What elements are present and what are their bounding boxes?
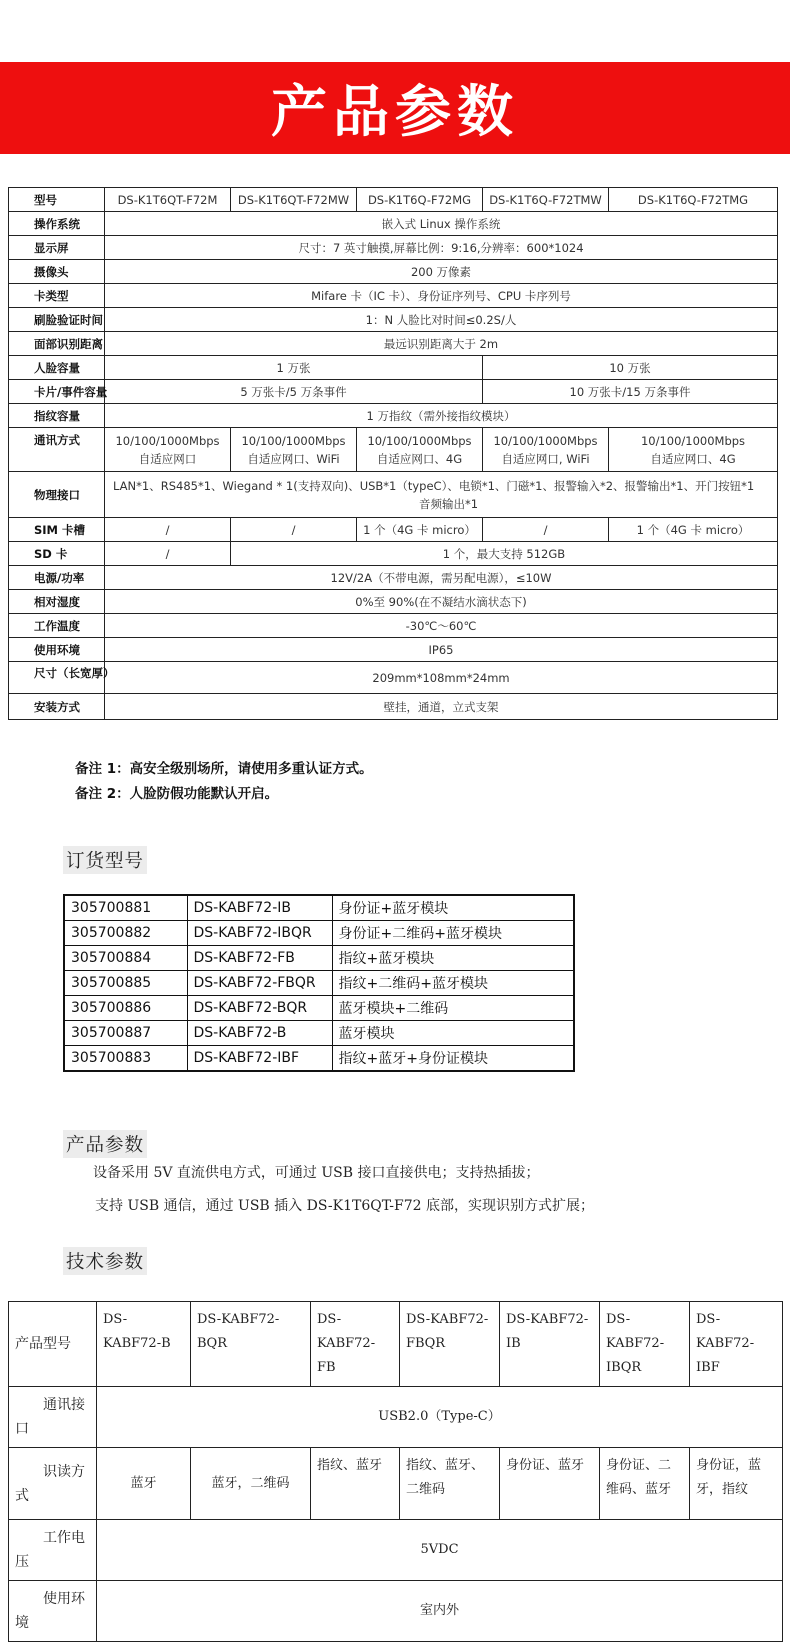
table-row (9, 1581, 783, 1642)
table-row (9, 614, 778, 638)
row-label: 摄像头 (9, 260, 105, 284)
title-banner (0, 62, 790, 154)
table-row (64, 895, 574, 921)
row-label: 产品型号 (9, 1302, 97, 1387)
network-speed: 10/100/1000Mbps (640, 433, 746, 448)
model-cell: DS-KABF72-IBF (690, 1302, 783, 1387)
table-row (64, 921, 574, 946)
value-cell: 1 个（4G 卡 micro） (357, 518, 483, 542)
model-cell: DS-K1T6Q-F72TMW (483, 188, 609, 212)
row-label: 人脸容量 (9, 356, 105, 380)
model-cell: DS-K1T6Q-F72TMG (609, 188, 778, 212)
table-row (64, 1021, 574, 1046)
value-cell: 最远识别距离大于 2m (105, 332, 778, 356)
value-cell: / (105, 542, 231, 566)
row-label: SD 卡 (9, 542, 105, 566)
network-port: 自适应网口 (138, 451, 197, 466)
table-row (9, 694, 778, 720)
row-label: 电源/功率 (9, 566, 105, 590)
network-speed: 10/100/1000Mbps (241, 433, 346, 448)
table-row (9, 332, 778, 356)
model-cell: DS-K1T6QT-F72M (105, 188, 231, 212)
notes (75, 757, 373, 807)
row-label: 安装方式 (9, 694, 105, 720)
table-row (64, 996, 574, 1021)
order-code-cell: 305700886 (64, 996, 187, 1021)
order-desc-cell: 蓝牙模块 (332, 1021, 574, 1046)
order-table (63, 894, 575, 1072)
order-desc-cell: 蓝牙模块+二维码 (332, 996, 574, 1021)
row-label: 卡片/事件容量 (9, 380, 105, 404)
description-line: 支持 USB 通信，通过 USB 插入 DS-K1T6QT-F72 底部，实现识别方式扩展； (95, 1198, 594, 1214)
value-cell: Mifare 卡（IC 卡）、身份证序列号、CPU 卡序列号 (105, 284, 778, 308)
table-row (9, 590, 778, 614)
network-port: 自适应网口、4G (650, 451, 736, 466)
value-cell: / (105, 518, 231, 542)
table-row (9, 1387, 783, 1448)
note-2: 备注 2：人脸防假功能默认开启。 (75, 786, 279, 802)
table-row (9, 284, 778, 308)
row-label: 物理接口 (9, 472, 105, 518)
value-cell: 壁挂，通道，立式支架 (105, 694, 778, 720)
value-cell: 身份证、蓝牙 (500, 1448, 600, 1520)
order-model-cell: DS-KABF72-IB (187, 895, 332, 921)
model-cell: DS-K1T6Q-F72MG (357, 188, 483, 212)
value-cell: / (231, 518, 357, 542)
row-label: 尺寸（长宽厚） (9, 662, 105, 694)
order-model-cell: DS-KABF72-BQR (187, 996, 332, 1021)
value-cell: 1 万指纹（需外接指纹模块） (105, 404, 778, 428)
table-row (9, 188, 778, 212)
network-speed: 10/100/1000Mbps (367, 433, 472, 448)
order-desc-cell: 指纹+蓝牙+身份证模块 (332, 1046, 574, 1072)
order-desc-cell: 指纹+蓝牙模块 (332, 946, 574, 971)
product-description (93, 1157, 594, 1223)
model-cell: DS-KABF72-FBQR (400, 1302, 500, 1387)
table-row (9, 638, 778, 662)
value-cell (105, 472, 778, 518)
table-row (9, 1302, 783, 1387)
value-cell (483, 428, 609, 472)
network-port: 自适应网口, WiFi (501, 451, 590, 466)
model-cell: DS-KABF72-BQR (191, 1302, 311, 1387)
row-label: 使用环境 (9, 1581, 97, 1642)
model-cell: DS-K1T6QT-F72MW (231, 188, 357, 212)
row-label: 工作电压 (9, 1520, 97, 1581)
network-speed: 10/100/1000Mbps (493, 433, 598, 448)
value-cell: 蓝牙 (97, 1448, 191, 1520)
table-row (9, 380, 778, 404)
table-row (9, 236, 778, 260)
value-cell: 10 万张卡/15 万条事件 (483, 380, 778, 404)
table-row (9, 404, 778, 428)
order-model-cell: DS-KABF72-FBQR (187, 971, 332, 996)
network-port: 自适应网口、4G (376, 451, 463, 466)
description-line: 设备采用 5V 直流供电方式，可通过 USB 接口直接供电；支持热插拔； (93, 1165, 540, 1181)
banner-title: 产品参数 (271, 80, 519, 145)
order-code-cell: 305700887 (64, 1021, 187, 1046)
model-cell: DS-KABF72-IBQR (600, 1302, 690, 1387)
row-label: 识读方式 (9, 1448, 97, 1520)
product-section-title: 产品参数 (63, 1130, 147, 1158)
physical-line-1: LAN*1、RS485*1、Wiegand * 1(支持双向)、USB*1（typeC）、电锁*1、门磁*1、报警输入*2、报警输出*1、开门按钮*1 (113, 478, 755, 493)
order-model-cell: DS-KABF72-FB (187, 946, 332, 971)
row-label: 使用环境 (9, 638, 105, 662)
order-desc-cell: 身份证+蓝牙模块 (332, 895, 574, 921)
value-cell: 12V/2A（不带电源，需另配电源），≤10W (105, 566, 778, 590)
table-row (9, 428, 778, 472)
row-label: 工作温度 (9, 614, 105, 638)
row-label: 刷脸验证时间 (9, 308, 105, 332)
model-cell: DS-KABF72-B (97, 1302, 191, 1387)
value-cell (231, 428, 357, 472)
order-desc-cell: 身份证+二维码+蓝牙模块 (332, 921, 574, 946)
order-desc-cell: 指纹+二维码+蓝牙模块 (332, 971, 574, 996)
network-port: 自适应网口、WiFi (247, 451, 340, 466)
table-row (9, 260, 778, 284)
order-code-cell: 305700885 (64, 971, 187, 996)
value-cell: 指纹、蓝牙、二维码 (400, 1448, 500, 1520)
value-cell: / (483, 518, 609, 542)
table-row (9, 542, 778, 566)
row-label: 显示屏 (9, 236, 105, 260)
network-speed: 10/100/1000Mbps (115, 433, 220, 448)
row-label: 卡类型 (9, 284, 105, 308)
value-cell (357, 428, 483, 472)
value-cell: 5 万张卡/5 万条事件 (105, 380, 483, 404)
table-row (9, 1448, 783, 1520)
model-cell: DS-KABF72-FB (311, 1302, 400, 1387)
value-cell: 指纹、蓝牙 (311, 1448, 400, 1520)
value-cell (609, 428, 778, 472)
row-label: 相对湿度 (9, 590, 105, 614)
tech-section-title: 技术参数 (63, 1247, 147, 1275)
tech-table (8, 1301, 783, 1642)
value-cell: 尺寸：7 英寸触摸,屏幕比例：9:16,分辨率：600*1024 (105, 236, 778, 260)
value-cell: 10 万张 (483, 356, 778, 380)
value-cell: 蓝牙，二维码 (191, 1448, 311, 1520)
value-cell: 身份证、二维码、蓝牙 (600, 1448, 690, 1520)
value-cell: 1 个，最大支持 512GB (231, 542, 778, 566)
value-cell: 0%至 90%(在不凝结水滴状态下) (105, 590, 778, 614)
table-row (64, 946, 574, 971)
row-label: 指纹容量 (9, 404, 105, 428)
value-cell: 1 万张 (105, 356, 483, 380)
value-cell (105, 428, 231, 472)
order-code-cell: 305700882 (64, 921, 187, 946)
value-cell: IP65 (105, 638, 778, 662)
model-cell: DS-KABF72-IB (500, 1302, 600, 1387)
row-label: 面部识别距离 (9, 332, 105, 356)
table-row (9, 1520, 783, 1581)
table-row (9, 308, 778, 332)
order-model-cell: DS-KABF72-B (187, 1021, 332, 1046)
value-cell: 1 个（4G 卡 micro） (609, 518, 778, 542)
note-1: 备注 1：高安全级别场所，请使用多重认证方式。 (75, 761, 373, 777)
row-label: 型号 (9, 188, 105, 212)
order-code-cell: 305700883 (64, 1046, 187, 1072)
value-cell: 室内外 (97, 1581, 783, 1642)
value-cell: 5VDC (97, 1520, 783, 1581)
table-row (64, 971, 574, 996)
row-label: SIM 卡槽 (9, 518, 105, 542)
spec-table (8, 187, 778, 720)
order-model-cell: DS-KABF72-IBQR (187, 921, 332, 946)
table-row (9, 356, 778, 380)
row-label: 通讯方式 (9, 428, 105, 472)
order-section-title: 订货型号 (63, 846, 147, 874)
order-model-cell: DS-KABF72-IBF (187, 1046, 332, 1072)
physical-line-2: 音频输出*1 (419, 496, 479, 511)
value-cell: 209mm*108mm*24mm (105, 662, 778, 694)
order-code-cell: 305700881 (64, 895, 187, 921)
row-label: 通讯接口 (9, 1387, 97, 1448)
order-code-cell: 305700884 (64, 946, 187, 971)
row-label: 操作系统 (9, 212, 105, 236)
table-row (9, 518, 778, 542)
table-row (64, 1046, 574, 1072)
table-row (9, 212, 778, 236)
value-cell: 身份证，蓝牙，指纹 (690, 1448, 783, 1520)
table-row (9, 472, 778, 518)
value-cell: 嵌入式 Linux 操作系统 (105, 212, 778, 236)
table-row (9, 662, 778, 694)
value-cell: -30℃～60℃ (105, 614, 778, 638)
value-cell: 200 万像素 (105, 260, 778, 284)
value-cell: USB2.0（Type-C） (97, 1387, 783, 1448)
value-cell: 1：N 人脸比对时间≤0.2S/人 (105, 308, 778, 332)
table-row (9, 566, 778, 590)
